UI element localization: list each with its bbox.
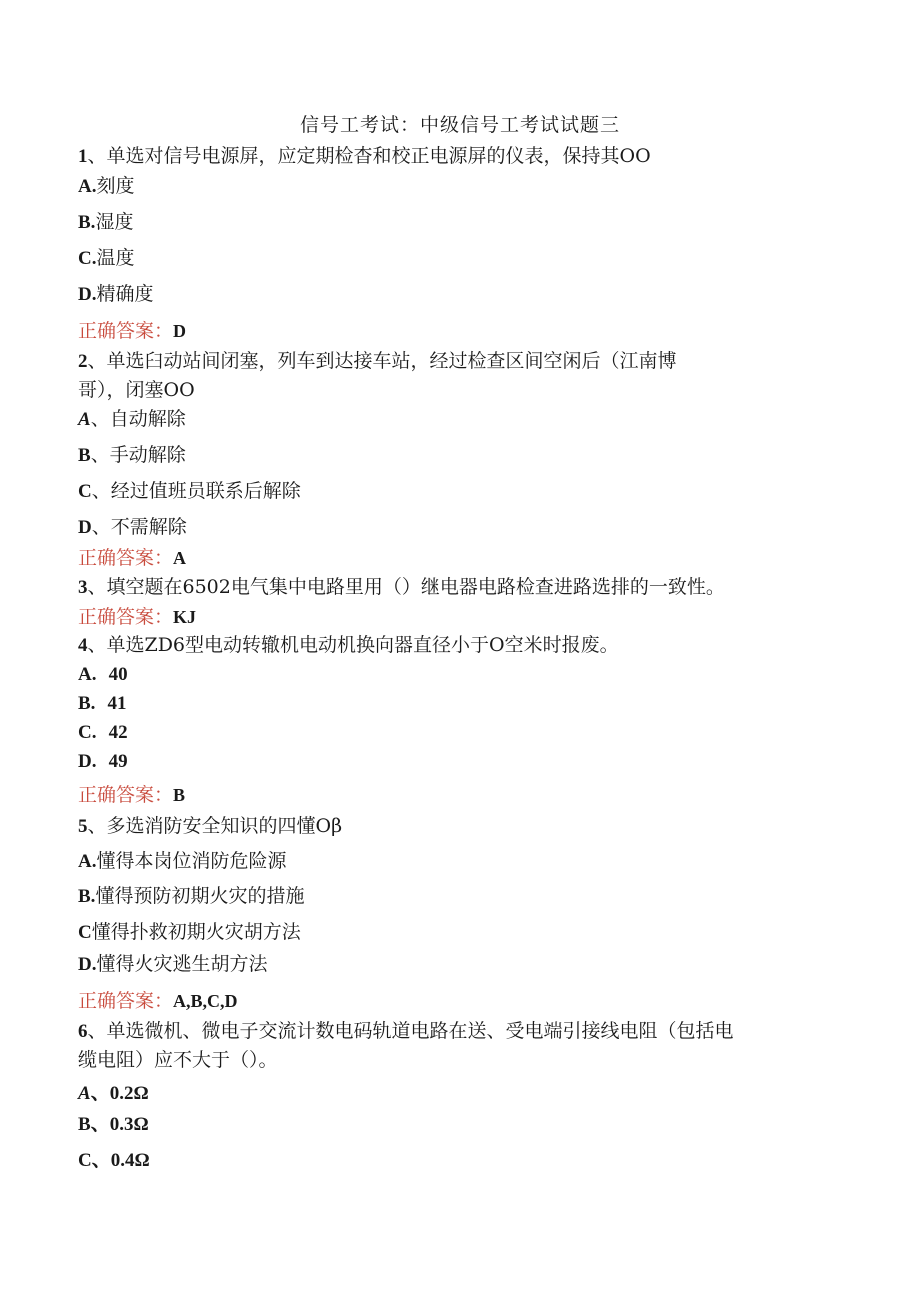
question-5 [78, 813, 342, 840]
question-number: 5 [78, 816, 88, 837]
question-text: 、多选消防安全知识的四懂Oβ [87, 815, 343, 837]
option-4d: D. 49 [78, 751, 128, 772]
answer-5 [78, 988, 238, 1014]
option-2c: C、经过值班员联系后解除 [78, 480, 301, 502]
option-4a: A. 40 [78, 664, 128, 685]
question-number: 2 [78, 351, 88, 372]
option-1c: C.温度 [78, 247, 135, 269]
question-6-cont: 缆电阻）应不大于（）。 [78, 1049, 278, 1071]
answer-label: 正确答案： [78, 990, 174, 1012]
answer-1 [78, 318, 186, 344]
question-number: 1 [78, 146, 88, 167]
option-1d: D.精确度 [78, 283, 154, 305]
question-number: 6 [78, 1021, 88, 1042]
question-number: 4 [78, 635, 88, 656]
answer-value: A [173, 548, 187, 568]
question-text: 、单选ZD6型电动转辙机电动机换向器直径小于O空米时报废。 [87, 634, 619, 656]
question-text: 、单选对信号电源屏，应定期检杳和校正电源屏的仪表，保持其OO [87, 145, 651, 167]
question-2-cont: 哥），闭塞OO [78, 379, 195, 401]
option-2d: D、不需解除 [78, 516, 187, 538]
option-6b: B、0.3Ω [78, 1114, 149, 1135]
option-4c: C. 42 [78, 722, 128, 743]
option-6c: C、0.4Ω [78, 1150, 150, 1171]
option-6a: A、0.2Ω [78, 1083, 149, 1104]
answer-label: 正确答案： [78, 606, 174, 628]
question-2 [78, 348, 677, 375]
option-5c: C懂得扑救初期火灾胡方法 [78, 921, 301, 943]
option-1b: B.湿度 [78, 211, 134, 233]
question-text: 、单选微机、微电子交流计数电码轨道电路在送、受电端引接线电阻（包括电 [87, 1020, 734, 1042]
answer-label: 正确答案： [78, 320, 174, 342]
option-5b: B.懂得预防初期火灾的措施 [78, 885, 305, 907]
question-text: 、单选臼动站间闭塞，列车到达接车站，经过检查区间空闲后（江南博 [87, 350, 677, 372]
option-4b: B. 41 [78, 693, 127, 714]
question-3 [78, 574, 725, 601]
option-5a: A.懂得本岗位消防危险源 [78, 850, 287, 872]
answer-4 [78, 782, 185, 808]
option-5d: D.懂得火灾逃生胡方法 [78, 953, 268, 975]
question-number: 3 [78, 577, 88, 598]
answer-value: B [173, 785, 186, 805]
answer-label: 正确答案： [78, 784, 174, 806]
answer-value: A,B,C,D [173, 991, 238, 1011]
option-1a: A.刻度 [78, 175, 135, 197]
answer-2 [78, 545, 186, 571]
document-title: 信号工考试：中级信号工考试试题三 [299, 114, 620, 136]
option-2a: A、自动解除 [78, 408, 186, 430]
answer-label: 正确答案： [78, 547, 174, 569]
answer-value: KJ [173, 607, 197, 627]
answer-value: D [173, 321, 187, 341]
answer-3 [78, 604, 196, 630]
question-6 [78, 1018, 734, 1045]
question-1 [78, 143, 651, 170]
option-2b: B、手动解除 [78, 444, 186, 466]
question-text: 、填空题在6502电气集中电路里用（）继电器电路检查进路选排的一致性。 [87, 576, 725, 598]
question-4 [78, 632, 619, 659]
